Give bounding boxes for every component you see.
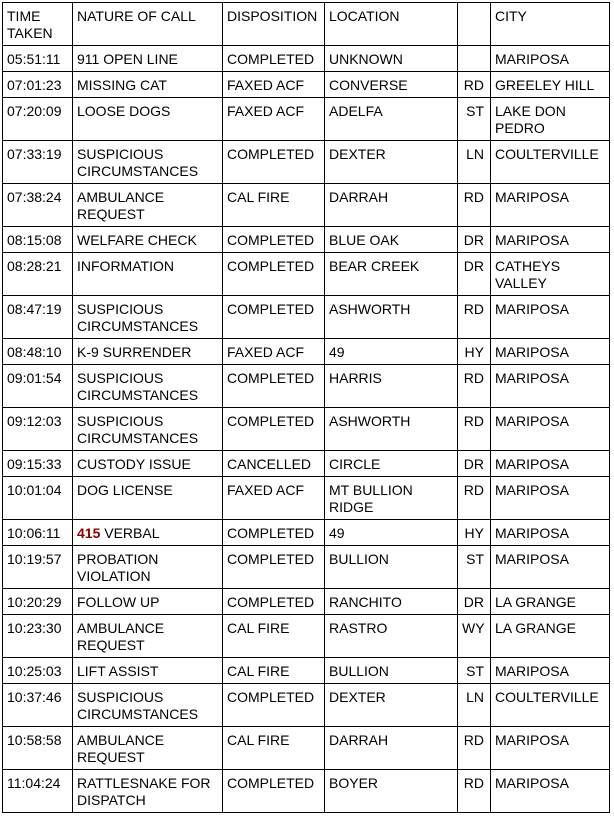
nature-cell: MISSING CAT — [73, 72, 223, 98]
table-row — [3, 451, 610, 477]
time-cell: 10:23:30 — [3, 615, 73, 658]
disposition-cell: COMPLETED — [223, 546, 325, 589]
nature-cell: LOOSE DOGS — [73, 98, 223, 141]
time-cell: 08:48:10 — [3, 339, 73, 365]
disposition-cell: COMPLETED — [223, 589, 325, 615]
street-type-cell: DR — [458, 227, 491, 253]
street-type-cell: RD — [458, 727, 491, 770]
city-cell: GREELEY HILL — [491, 72, 610, 98]
city-cell: MARIPOSA — [491, 451, 610, 477]
street-type-cell: HY — [458, 339, 491, 365]
street-type-cell: RD — [458, 770, 491, 813]
location-cell: 49 — [325, 520, 458, 546]
time-cell: 10:06:11 — [3, 520, 73, 546]
city-cell: LAKE DON PEDRO — [491, 98, 610, 141]
table-row — [3, 365, 610, 408]
time-cell: 07:01:23 — [3, 72, 73, 98]
nature-cell: INFORMATION — [73, 253, 223, 296]
street-type-cell: RD — [458, 296, 491, 339]
time-cell: 05:51:11 — [3, 46, 73, 72]
street-type-cell: RD — [458, 365, 491, 408]
disposition-cell: COMPLETED — [223, 520, 325, 546]
city-cell: MARIPOSA — [491, 727, 610, 770]
street-type-cell: WY — [458, 615, 491, 658]
street-type-cell — [458, 46, 491, 72]
location-cell: CIRCLE — [325, 451, 458, 477]
nature-cell: AMBULANCE REQUEST — [73, 727, 223, 770]
city-cell: COULTERVILLE — [491, 141, 610, 184]
table-row — [3, 253, 610, 296]
disposition-cell: COMPLETED — [223, 296, 325, 339]
city-cell: MARIPOSA — [491, 339, 610, 365]
nature-text: VERBAL — [100, 525, 160, 541]
city-cell: LA GRANGE — [491, 589, 610, 615]
location-cell: DEXTER — [325, 141, 458, 184]
location-cell: DARRAH — [325, 184, 458, 227]
disposition-cell: CANCELLED — [223, 451, 325, 477]
time-cell: 09:12:03 — [3, 408, 73, 451]
city-cell: MARIPOSA — [491, 658, 610, 684]
time-cell: 09:15:33 — [3, 451, 73, 477]
nature-cell: SUSPICIOUS CIRCUMSTANCES — [73, 296, 223, 339]
city-cell: MARIPOSA — [491, 408, 610, 451]
table-row — [3, 546, 610, 589]
disposition-cell: COMPLETED — [223, 141, 325, 184]
location-cell: BULLION — [325, 546, 458, 589]
table-row — [3, 520, 610, 546]
location-cell: UNKNOWN — [325, 46, 458, 72]
disposition-cell: COMPLETED — [223, 46, 325, 72]
city-cell: COULTERVILLE — [491, 684, 610, 727]
disposition-cell: COMPLETED — [223, 253, 325, 296]
nature-cell: SUSPICIOUS CIRCUMSTANCES — [73, 408, 223, 451]
street-type-cell: RD — [458, 477, 491, 520]
time-cell: 11:04:24 — [3, 770, 73, 813]
header-city: CITY — [491, 3, 610, 46]
location-cell: 49 — [325, 339, 458, 365]
nature-cell: FOLLOW UP — [73, 589, 223, 615]
table-row — [3, 184, 610, 227]
disposition-cell: CAL FIRE — [223, 727, 325, 770]
location-cell: BEAR CREEK — [325, 253, 458, 296]
street-type-cell: ST — [458, 98, 491, 141]
time-cell: 08:47:19 — [3, 296, 73, 339]
nature-cell: PROBATION VIOLATION — [73, 546, 223, 589]
header-location: LOCATION — [325, 3, 458, 46]
nature-cell: AMBULANCE REQUEST — [73, 615, 223, 658]
disposition-cell: COMPLETED — [223, 408, 325, 451]
nature-cell: RATTLESNAKE FOR DISPATCH — [73, 770, 223, 813]
city-cell: CATHEYS VALLEY — [491, 253, 610, 296]
city-cell: MARIPOSA — [491, 770, 610, 813]
street-type-cell: DR — [458, 451, 491, 477]
header-nature: NATURE OF CALL — [73, 3, 223, 46]
table-row — [3, 770, 610, 813]
time-cell: 10:20:29 — [3, 589, 73, 615]
street-type-cell: LN — [458, 141, 491, 184]
table-row — [3, 72, 610, 98]
location-cell: RASTRO — [325, 615, 458, 658]
location-cell: BULLION — [325, 658, 458, 684]
street-type-cell: ST — [458, 546, 491, 589]
disposition-cell: CAL FIRE — [223, 615, 325, 658]
nature-cell: DOG LICENSE — [73, 477, 223, 520]
location-cell: MT BULLION RIDGE — [325, 477, 458, 520]
disposition-cell: CAL FIRE — [223, 184, 325, 227]
street-type-cell: DR — [458, 589, 491, 615]
city-cell: MARIPOSA — [491, 365, 610, 408]
location-cell: BLUE OAK — [325, 227, 458, 253]
header-time: TIME TAKEN — [3, 3, 73, 46]
table-row — [3, 408, 610, 451]
time-cell: 10:19:57 — [3, 546, 73, 589]
table-row — [3, 98, 610, 141]
table-row — [3, 684, 610, 727]
time-cell: 10:25:03 — [3, 658, 73, 684]
disposition-cell: COMPLETED — [223, 365, 325, 408]
street-type-cell: DR — [458, 253, 491, 296]
street-type-cell: RD — [458, 408, 491, 451]
nature-cell: WELFARE CHECK — [73, 227, 223, 253]
street-type-cell: LN — [458, 684, 491, 727]
disposition-cell: CAL FIRE — [223, 658, 325, 684]
disposition-cell: FAXED ACF — [223, 477, 325, 520]
city-cell: MARIPOSA — [491, 520, 610, 546]
header-street-type — [458, 3, 491, 46]
city-cell: MARIPOSA — [491, 227, 610, 253]
nature-cell: 911 OPEN LINE — [73, 46, 223, 72]
table-row — [3, 296, 610, 339]
city-cell: MARIPOSA — [491, 477, 610, 520]
disposition-cell: FAXED ACF — [223, 98, 325, 141]
street-type-cell: RD — [458, 184, 491, 227]
location-cell: CONVERSE — [325, 72, 458, 98]
location-cell: BOYER — [325, 770, 458, 813]
nature-cell: LIFT ASSIST — [73, 658, 223, 684]
disposition-cell: FAXED ACF — [223, 339, 325, 365]
location-cell: RANCHITO — [325, 589, 458, 615]
time-cell: 10:37:46 — [3, 684, 73, 727]
location-cell: ASHWORTH — [325, 408, 458, 451]
disposition-cell: FAXED ACF — [223, 72, 325, 98]
time-cell: 09:01:54 — [3, 365, 73, 408]
disposition-cell: COMPLETED — [223, 684, 325, 727]
header-row — [3, 3, 610, 46]
call-log-table — [2, 2, 610, 813]
city-cell: MARIPOSA — [491, 296, 610, 339]
location-cell: DARRAH — [325, 727, 458, 770]
street-type-cell: RD — [458, 72, 491, 98]
nature-cell: K-9 SURRENDER — [73, 339, 223, 365]
table-row — [3, 141, 610, 184]
nature-cell: CUSTODY ISSUE — [73, 451, 223, 477]
time-cell: 08:15:08 — [3, 227, 73, 253]
time-cell: 07:33:19 — [3, 141, 73, 184]
header-disposition: DISPOSITION — [223, 3, 325, 46]
street-type-cell: HY — [458, 520, 491, 546]
time-cell: 07:20:09 — [3, 98, 73, 141]
table-body — [3, 46, 610, 813]
location-cell: ASHWORTH — [325, 296, 458, 339]
time-cell: 10:01:04 — [3, 477, 73, 520]
city-cell: LA GRANGE — [491, 615, 610, 658]
table-row — [3, 477, 610, 520]
table-row — [3, 589, 610, 615]
nature-code: 415 — [77, 525, 101, 541]
street-type-cell: ST — [458, 658, 491, 684]
table-row — [3, 658, 610, 684]
location-cell: ADELFA — [325, 98, 458, 141]
table-row — [3, 339, 610, 365]
nature-cell — [73, 520, 223, 546]
table-row — [3, 46, 610, 72]
time-cell: 10:58:58 — [3, 727, 73, 770]
disposition-cell: COMPLETED — [223, 227, 325, 253]
location-cell: DEXTER — [325, 684, 458, 727]
time-cell: 08:28:21 — [3, 253, 73, 296]
time-cell: 07:38:24 — [3, 184, 73, 227]
location-cell: HARRIS — [325, 365, 458, 408]
city-cell: MARIPOSA — [491, 46, 610, 72]
table-row — [3, 727, 610, 770]
nature-cell: SUSPICIOUS CIRCUMSTANCES — [73, 141, 223, 184]
nature-cell: SUSPICIOUS CIRCUMSTANCES — [73, 365, 223, 408]
table-row — [3, 227, 610, 253]
city-cell: MARIPOSA — [491, 184, 610, 227]
table-row — [3, 615, 610, 658]
nature-cell: SUSPICIOUS CIRCUMSTANCES — [73, 684, 223, 727]
nature-cell: AMBULANCE REQUEST — [73, 184, 223, 227]
disposition-cell: COMPLETED — [223, 770, 325, 813]
city-cell: MARIPOSA — [491, 546, 610, 589]
